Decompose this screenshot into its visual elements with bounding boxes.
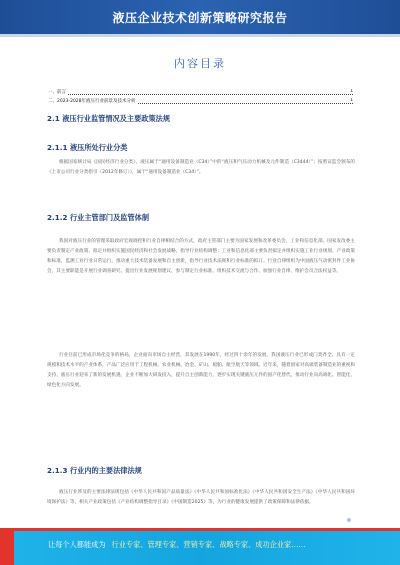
toc-entry-label: 二、2023-2028年液压行业前景及技术分析 — [48, 99, 136, 104]
footer-slogan-roles: 行业专家、管理专家、营销专家、战略专家、成功企业家…… — [111, 540, 306, 549]
footer-red-tab — [0, 528, 14, 565]
toc-leader-dots — [48, 94, 353, 95]
page-marker-dot — [347, 518, 351, 522]
subsection-heading: 2.1.3 行业内的主要法律法规 — [47, 466, 142, 475]
page-header — [0, 0, 400, 34]
toc-entry-page: 1 — [350, 98, 353, 103]
subsection-heading: 2.1.2 行业主管部门及监管体制 — [47, 213, 150, 222]
body-paragraph: 行业目前已形成市场化竞争的格局，企业面向市场自主经营，其发展在1990年，经过四十余年的发展，我国液压行业已形成门类齐全、具有一定规模和技术水平的产业体系，产品广泛应用于工程机械、农业机械、冶金、矿山、船舶、航空航天等领域。近年来，随着国家对高端装备制造业的重视和支持，液压行业迎来了新的发展机遇，企业不断加大研发投入，提升自主创新能力，逐步实现关键液压元件的国产化替代，推动行业向高端化、智能化、绿色化方向发展。 — [47, 353, 355, 388]
toc-entry[interactable] — [48, 89, 353, 97]
body-paragraph: 我国对液压行业的管理采取政府宏观调控和行业自律相结合的方式，政府主管部门主要为国家发展和改革委员会、工业和信息化部。国家发改委主要负责制定产业政策、拟定并组织实施国民经济和社会发展战略，指导行业结构调整；工业和信息化部主要负责拟定并组织实施工业行业规划、产业政策和标准，监测工业行业日常运行，推动重大技术装备发展和自主创新，指导行业技术法规和行业标准的拟订。行业自律组织为中国液压气动密封件工业协会，其主要职能是开展行业调查研究、提出行业发展规划建议、参与制定行业标准、组织技术交流与合作、加强行业自律、维护会员合法权益等。 — [47, 239, 355, 274]
header-divider — [0, 34, 400, 37]
footer-slogan-lead: 让每个人都能成为 — [48, 540, 106, 549]
toc-entry-page: 1 — [350, 89, 353, 94]
toc-entry-label: 一、前言 — [48, 90, 66, 95]
toc-title: 内容目录 — [174, 57, 226, 70]
footer-slogan — [48, 540, 378, 550]
report-title: 液压企业技术创新策略研究报告 — [112, 11, 288, 25]
body-paragraph: 液压行业涉及的主要法律法规包括《中华人民共和国产品质量法》《中华人民共和国标准化法》《中华人民共和国安全生产法》《中华人民共和国环境保护法》等，相关产业政策包括《产业结构调整指导目录》《中国制造2025》等，为行业的健康发展提供了政策保障和法律依据。 — [47, 490, 355, 505]
toc-entry[interactable] — [48, 98, 353, 106]
section-heading: 2.1 液压行业监管情况及主要政策法规 — [47, 114, 171, 123]
subsection-heading: 2.1.1 液压所处行业分类 — [47, 143, 128, 152]
body-paragraph: 根据国家统计局《国民经济行业分类》，液压属于“通用设备制造业（C34）”中的“液压和气压动力机械及元件制造（C3444）”；按照证监会颁布的《上市公司行业分类指引（2012年修订）》，属于“通用设备制造业（C34）”。 — [47, 160, 355, 175]
